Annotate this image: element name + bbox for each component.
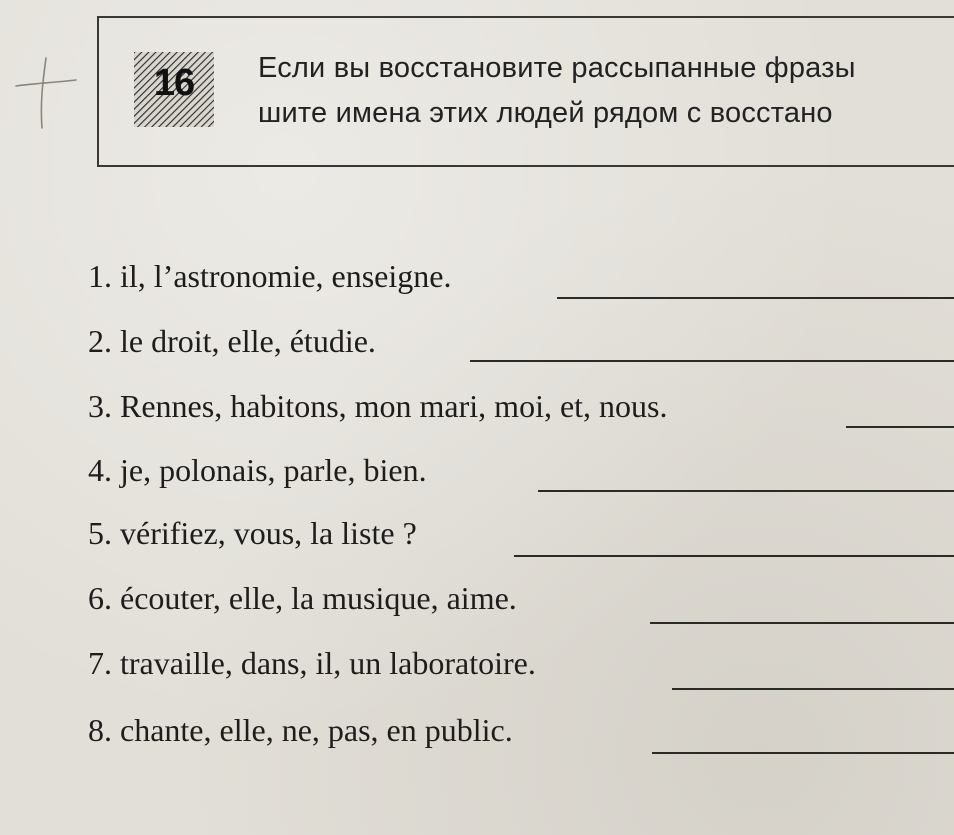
exercise-item-2: 2. le droit, elle, étudie. — [88, 323, 376, 359]
exercise-number: 16 — [153, 62, 195, 104]
answer-line-4[interactable] — [538, 490, 954, 492]
answer-line-1[interactable] — [557, 297, 954, 299]
exercise-item-6: 6. écouter, elle, la musique, aime. — [88, 580, 517, 616]
exercise-item-8: 8. chante, elle, ne, pas, en public. — [88, 712, 513, 748]
answer-line-8[interactable] — [652, 752, 954, 754]
exercise-item-1: 1. il, l’astronomie, enseigne. — [88, 258, 452, 294]
answer-line-7[interactable] — [672, 688, 954, 690]
instruction-line-1: Если вы восстановите рассыпанные фразы — [258, 52, 856, 84]
answer-line-3[interactable] — [846, 426, 954, 428]
answer-line-2[interactable] — [470, 360, 954, 362]
exercise-item-3: 3. Rennes, habitons, mon mari, moi, et, nous. — [88, 388, 668, 424]
answer-line-5[interactable] — [514, 555, 954, 557]
answer-line-6[interactable] — [650, 622, 954, 624]
exercise-item-4: 4. je, polonais, parle, bien. — [88, 452, 427, 488]
instruction-line-2: шите имена этих людей рядом с восстано — [258, 97, 833, 129]
exercise-item-5: 5. vérifiez, vous, la liste ? — [88, 515, 417, 551]
exercise-item-7: 7. travaille, dans, il, un laboratoire. — [88, 645, 536, 681]
